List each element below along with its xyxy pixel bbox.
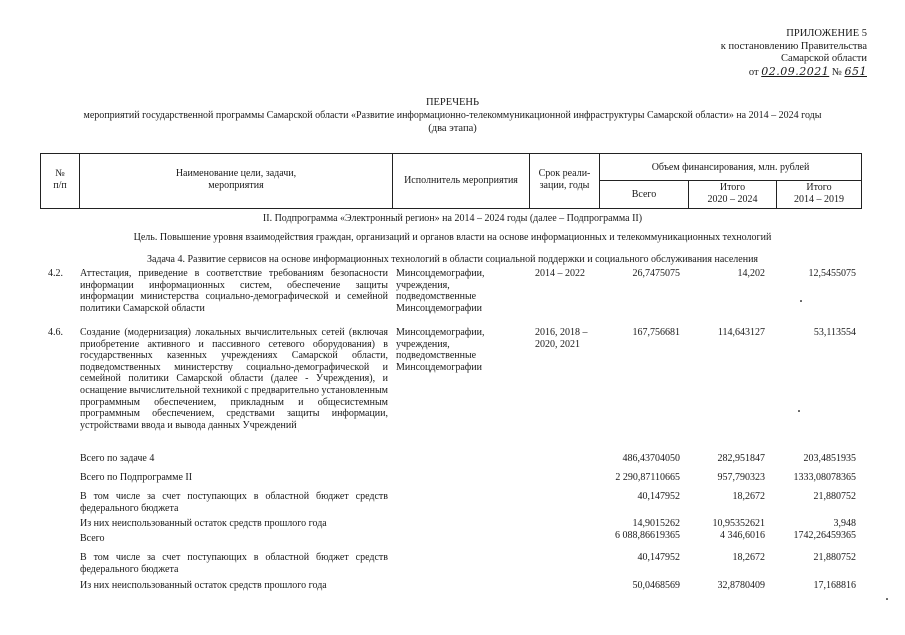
row-number: 4.6. (48, 327, 63, 338)
header-term: Срок реали- зации, годы (538, 168, 591, 191)
summary-label: Всего по задаче 4 (80, 453, 155, 464)
row-name: Создание (модернизация) локальных вычислительных сетей (включая приобретение активного и пассивного сетевого оборудования) в государственных казенных учреждениях Самарской области, подведомственных министерству социально-демографической и семейной политики Самарской области (далее - Учреждения), и оснащение вычислительной техникой с предварительно установленным программным обеспечением, прикладным и общесистемным программным обеспечением, средствами защиты информации, устройствами ввода и вывода данных Учреждений (80, 327, 388, 431)
summary-total: 2 290,87110665 (615, 472, 680, 483)
row-name: Аттестация, приведение в соответствие требованиям безопасности информации информационных систем, обеспечение защиты информации министерства социально-демографической и семейной политики Самарской области (80, 268, 388, 314)
appendix-title: ПРИЛОЖЕНИЕ 5 (786, 28, 867, 39)
header-total: Всего (631, 189, 657, 200)
summary-label: Из них неиспользованный остаток средств прошлого года (80, 580, 327, 591)
header-name: Наименование цели, задачи, мероприятия (175, 168, 297, 191)
summary-total-2014-2019: 17,168816 (813, 580, 856, 591)
document-stages: (два этапа) (428, 123, 477, 134)
document-subtitle: мероприятий государственной программы Самарской области «Развитие информационно-телекоммуникационной инфраструктуры Самарской области» на 2014 – 2024 годы (83, 110, 822, 121)
summary-label: В том числе за счет поступающих в областной бюджет средств федерального бюджета (80, 491, 388, 514)
summary-total-2020-2024: 957,790323 (717, 472, 765, 483)
subprogram-heading: II. Подпрограмма «Электронный регион» на 2014 – 2024 годы (далее – Подпрограмма II) (262, 213, 643, 224)
summary-total-2014-2019: 203,4851935 (803, 453, 856, 464)
row-term: 2014 – 2022 (535, 268, 585, 279)
row-total: 26,7475075 (632, 268, 680, 279)
summary-total-2020-2024: 18,2672 (732, 552, 765, 563)
appendix-resolution: к постановлению Правительства (720, 40, 867, 52)
row-executor: Минсоцдемографии, учреждения, подведомственные Минсоцдемографии (396, 268, 485, 314)
summary-total-2014-2019: 3,948 (833, 518, 856, 529)
row-number: 4.2. (48, 268, 63, 279)
summary-label: Всего по Подпрограмме II (80, 472, 193, 483)
summary-total: 40,147952 (637, 491, 680, 502)
summary-total: 40,147952 (637, 552, 680, 563)
summary-total-2020-2024: 4 346,6016 (720, 530, 765, 541)
summary-total-2020-2024: 32,8780409 (717, 580, 765, 591)
appendix-date-line (721, 66, 867, 80)
summary-total: 6 088,86619365 (615, 530, 680, 541)
scan-speck (886, 598, 888, 600)
appendix-from: от (748, 66, 759, 78)
summary-total: 14,9015262 (632, 518, 680, 529)
summary-label: Из них неиспользованный остаток средств прошлого года (80, 518, 327, 529)
row-term: 2016, 2018 – 2020, 2021 (535, 327, 588, 350)
summary-total-2020-2024: 282,951847 (717, 453, 765, 464)
document-title: ПЕРЕЧЕНЬ (425, 97, 480, 108)
header-total-2020-2024: Итого 2020 – 2024 (707, 182, 758, 205)
header-bottom-border (40, 208, 862, 209)
scan-speck (798, 410, 800, 412)
summary-total-2014-2019: 1333,08078365 (793, 472, 856, 483)
summary-label: Всего (80, 533, 105, 544)
summary-total-2014-2019: 1742,26459365 (793, 530, 856, 541)
scan-speck (800, 300, 802, 302)
appendix-block (721, 28, 867, 79)
row-executor: Минсоцдемографии, учреждения, подведомственные Минсоцдемографии (396, 327, 485, 373)
appendix-no: № (831, 66, 842, 78)
summary-total-2014-2019: 21,880752 (813, 491, 856, 502)
header-total-2014-2019: Итого 2014 – 2019 (794, 182, 844, 205)
appendix-region: Самарской области (781, 53, 867, 64)
header-sub-border (599, 180, 862, 181)
summary-label: В том числе за счет поступающих в областной бюджет средств федерального бюджета (80, 552, 388, 575)
row-total-2014-2019: 53,113554 (813, 327, 856, 338)
task-heading: Задача 4. Развитие сервисов на основе информационных технологий в области социальной поддержки и социального обслуживания населения (146, 254, 759, 265)
header-funding: Объем финансирования, млн. рублей (651, 162, 810, 173)
summary-total-2020-2024: 10,95352621 (712, 518, 765, 529)
summary-total: 50,0468569 (632, 580, 680, 591)
row-total-2020-2024: 14,202 (737, 268, 765, 279)
header-top-border (40, 153, 862, 154)
row-total-2014-2019: 12,5455075 (808, 268, 856, 279)
appendix-number: 651 (844, 64, 867, 78)
summary-total-2020-2024: 18,2672 (732, 491, 765, 502)
goal-heading: Цель. Повышение уровня взаимодействия граждан, организаций и органов власти на основе информационных и телекоммуникационных технологий (133, 232, 772, 243)
summary-total-2014-2019: 21,880752 (813, 552, 856, 563)
header-num: № п/п (53, 168, 67, 191)
row-total: 167,756681 (632, 327, 680, 338)
appendix-date: 02.09.2021 (761, 64, 830, 78)
header-vline (861, 153, 862, 209)
summary-total: 486,43704050 (622, 453, 680, 464)
row-total-2020-2024: 114,643127 (717, 327, 765, 338)
header-executor: Исполнитель мероприятия (404, 175, 518, 186)
